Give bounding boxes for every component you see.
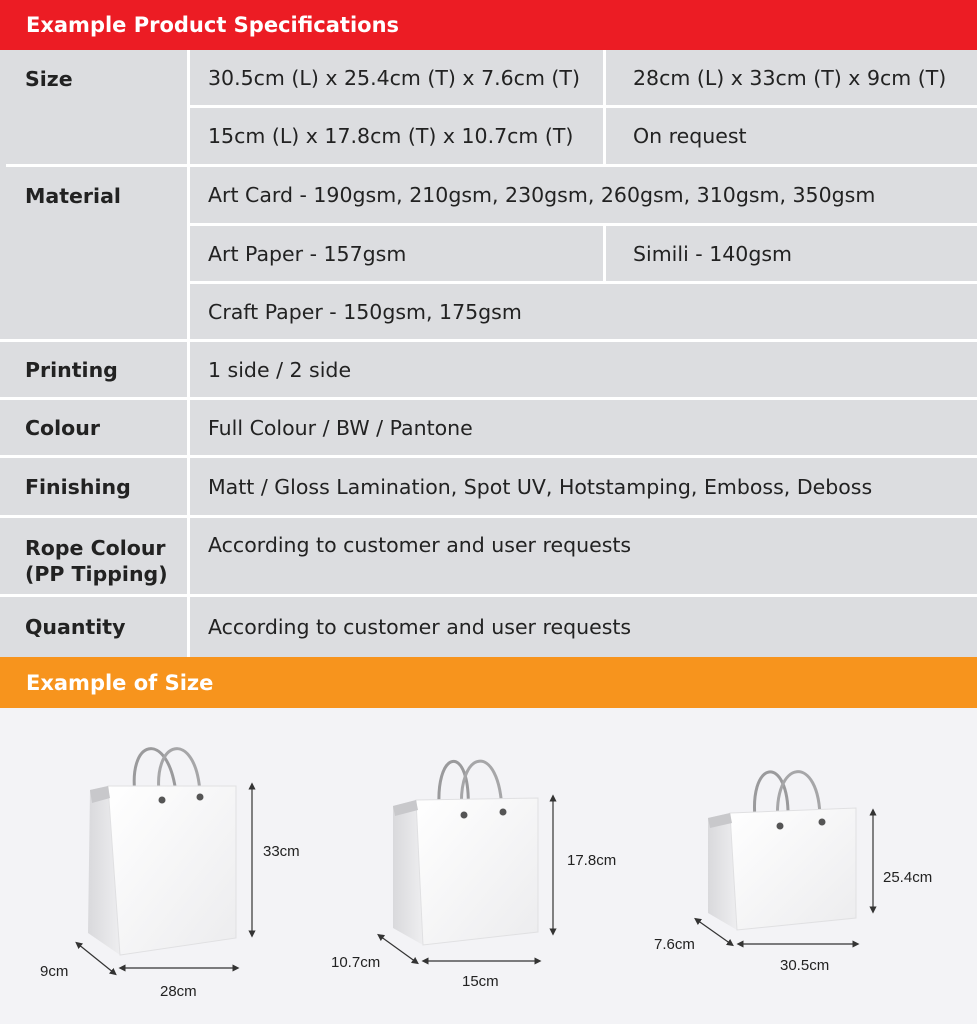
bag-large-icon (88, 749, 236, 955)
specifications-table (0, 50, 977, 657)
size-value-2: 28cm (L) x 33cm (T) x 9cm (T) (633, 66, 947, 90)
rope-colour-value: According to customer and user requests (208, 533, 632, 557)
bag-large-depth: 9cm (40, 963, 69, 980)
row-divider (0, 455, 977, 458)
size-examples-panel (0, 708, 977, 1024)
bag-wide-depth: 7.6cm (654, 936, 695, 953)
row-divider (6, 164, 977, 167)
row-divider (0, 397, 977, 400)
row-divider (188, 223, 977, 226)
printing-value: 1 side / 2 side (208, 358, 352, 382)
bag-large-height: 33cm (263, 843, 300, 860)
material-value-art-paper: Art Paper - 157gsm (208, 242, 407, 266)
bag-large-width: 28cm (160, 983, 197, 1000)
row-divider (0, 594, 977, 597)
row-divider (0, 339, 977, 342)
bag-illustrations (0, 708, 977, 1024)
row-divider (188, 105, 977, 108)
material-column-divider (603, 225, 606, 282)
specifications-header (0, 0, 977, 50)
bag-wide-width: 30.5cm (780, 957, 830, 974)
quantity-label: Quantity (25, 615, 126, 639)
bag-wide-height: 25.4cm (883, 869, 933, 886)
bag-small-width: 15cm (462, 973, 499, 990)
bag-small-height: 17.8cm (567, 852, 617, 869)
material-value-art-card: Art Card - 190gsm, 210gsm, 230gsm, 260gsm, 310gsm, 350gsm (208, 183, 876, 207)
size-examples-header (0, 657, 977, 708)
rope-colour-label-line1: Rope Colour (25, 536, 166, 560)
row-divider (0, 515, 977, 518)
quantity-value: According to customer and user requests (208, 615, 632, 639)
colour-value: Full Colour / BW / Pantone (208, 416, 473, 440)
specifications-title: Example Product Specifications (26, 13, 400, 37)
bag-small-icon (393, 761, 538, 945)
finishing-label: Finishing (25, 475, 131, 499)
size-label: Size (25, 67, 73, 91)
material-value-craft-paper: Craft Paper - 150gsm, 175gsm (208, 300, 522, 324)
rope-colour-label (0, 517, 188, 595)
printing-label: Printing (25, 358, 118, 382)
bag-small-depth: 10.7cm (331, 954, 381, 971)
finishing-value: Matt / Gloss Lamination, Spot UV, Hotstamping, Emboss, Deboss (208, 475, 873, 499)
size-value-3: 15cm (L) x 17.8cm (T) x 10.7cm (T) (208, 124, 574, 148)
colour-label: Colour (25, 416, 100, 440)
material-value-simili: Simili - 140gsm (633, 242, 792, 266)
size-value-4: On request (633, 124, 747, 148)
row-divider (188, 281, 977, 284)
rope-colour-label-line2: (PP Tipping) (25, 562, 168, 586)
column-divider (187, 50, 190, 657)
size-value-1: 30.5cm (L) x 25.4cm (T) x 7.6cm (T) (208, 66, 580, 90)
bag-wide-icon (708, 772, 856, 930)
size-examples-title: Example of Size (26, 670, 214, 695)
material-label: Material (25, 184, 121, 208)
